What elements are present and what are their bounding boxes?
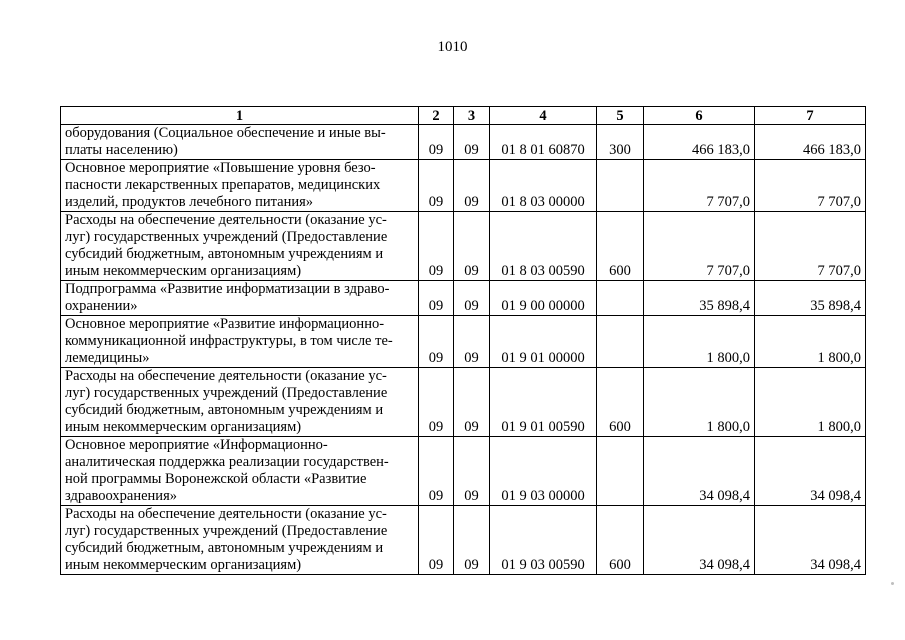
row-subsection-code: 09 <box>454 212 490 281</box>
row-description <box>61 316 419 368</box>
description-line: субсидий бюджетным, автономным учреждениям и <box>65 246 384 262</box>
row-target-article-code: 01 8 03 00000 <box>490 160 597 212</box>
description-line: иным некоммерческим организациям) <box>65 557 302 573</box>
row-target-article-code: 01 9 03 00000 <box>490 437 597 506</box>
row-target-article-code: 01 9 01 00590 <box>490 368 597 437</box>
description-line: Расходы на обеспечение деятельности (оказание ус- <box>65 212 387 228</box>
row-target-article-code: 01 8 03 00590 <box>490 212 597 281</box>
row-amount-col6: 7 707,0 <box>644 160 755 212</box>
budget-table <box>60 106 866 575</box>
description-line: иным некоммерческим организациям) <box>65 263 302 279</box>
table-row <box>61 368 866 437</box>
row-section-code: 09 <box>419 212 454 281</box>
column-header-2: 2 <box>419 107 454 125</box>
row-description <box>61 368 419 437</box>
scan-speck <box>891 582 894 585</box>
description-line: субсидий бюджетным, автономным учреждениям и <box>65 402 384 418</box>
description-line: Подпрограмма «Развитие информатизации в здраво- <box>65 281 390 297</box>
row-amount-col7: 7 707,0 <box>755 212 866 281</box>
row-description <box>61 437 419 506</box>
row-target-article-code: 01 8 01 60870 <box>490 125 597 160</box>
row-section-code: 09 <box>419 316 454 368</box>
row-target-article-code: 01 9 03 00590 <box>490 506 597 575</box>
description-line: ной программы Воронежской области «Развитие <box>65 471 367 487</box>
row-description <box>61 506 419 575</box>
description-line: коммуникационной инфраструктуры, в том числе те- <box>65 333 393 349</box>
row-amount-col6: 1 800,0 <box>644 316 755 368</box>
description-line: Расходы на обеспечение деятельности (оказание ус- <box>65 368 387 384</box>
row-target-article-code: 01 9 01 00000 <box>490 316 597 368</box>
row-description <box>61 281 419 316</box>
row-amount-col6: 466 183,0 <box>644 125 755 160</box>
column-header-4: 4 <box>490 107 597 125</box>
column-header-3: 3 <box>454 107 490 125</box>
column-header-5: 5 <box>597 107 644 125</box>
row-section-code: 09 <box>419 160 454 212</box>
row-amount-col6: 1 800,0 <box>644 368 755 437</box>
row-description <box>61 212 419 281</box>
row-description <box>61 160 419 212</box>
table-row <box>61 281 866 316</box>
column-header-6: 6 <box>644 107 755 125</box>
row-subsection-code: 09 <box>454 437 490 506</box>
description-line: Расходы на обеспечение деятельности (оказание ус- <box>65 506 387 522</box>
description-line: оборудования (Социальное обеспечение и иные вы- <box>65 125 386 141</box>
description-line: аналитическая поддержка реализации государствен- <box>65 454 389 470</box>
table-row <box>61 316 866 368</box>
row-amount-col6: 35 898,4 <box>644 281 755 316</box>
description-line: здравоохранения» <box>65 488 177 504</box>
description-line: луг) государственных учреждений (Предоставление <box>65 385 388 401</box>
row-target-article-code: 01 9 00 00000 <box>490 281 597 316</box>
description-line: лемедицины» <box>65 350 150 366</box>
table-row <box>61 125 866 160</box>
row-expense-type-code: 600 <box>597 212 644 281</box>
row-subsection-code: 09 <box>454 316 490 368</box>
description-line: субсидий бюджетным, автономным учреждениям и <box>65 540 384 556</box>
row-amount-col6: 34 098,4 <box>644 506 755 575</box>
row-amount-col7: 35 898,4 <box>755 281 866 316</box>
page-number: 1010 <box>437 39 468 55</box>
row-amount-col7: 7 707,0 <box>755 160 866 212</box>
row-subsection-code: 09 <box>454 506 490 575</box>
row-section-code: 09 <box>419 125 454 160</box>
row-expense-type-code: 300 <box>597 125 644 160</box>
row-section-code: 09 <box>419 437 454 506</box>
description-line: пасности лекарственных препаратов, медицинских <box>65 177 381 193</box>
row-amount-col7: 466 183,0 <box>755 125 866 160</box>
row-expense-type-code: 600 <box>597 506 644 575</box>
column-header-1: 1 <box>61 107 419 125</box>
row-amount-col6: 34 098,4 <box>644 437 755 506</box>
header-row <box>61 107 866 125</box>
row-expense-type-code <box>597 281 644 316</box>
row-amount-col7: 1 800,0 <box>755 368 866 437</box>
row-section-code: 09 <box>419 506 454 575</box>
row-amount-col6: 7 707,0 <box>644 212 755 281</box>
row-expense-type-code: 600 <box>597 368 644 437</box>
row-amount-col7: 1 800,0 <box>755 316 866 368</box>
description-line: иным некоммерческим организациям) <box>65 419 302 435</box>
table-row <box>61 437 866 506</box>
description-line: платы населению) <box>65 142 178 158</box>
row-description <box>61 125 419 160</box>
table-row <box>61 506 866 575</box>
description-line: луг) государственных учреждений (Предоставление <box>65 229 388 245</box>
row-amount-col7: 34 098,4 <box>755 437 866 506</box>
row-expense-type-code <box>597 437 644 506</box>
table-row <box>61 212 866 281</box>
row-expense-type-code <box>597 160 644 212</box>
description-line: луг) государственных учреждений (Предоставление <box>65 523 388 539</box>
description-line: охранении» <box>65 298 138 314</box>
column-header-7: 7 <box>755 107 866 125</box>
row-subsection-code: 09 <box>454 125 490 160</box>
table-row <box>61 160 866 212</box>
row-amount-col7: 34 098,4 <box>755 506 866 575</box>
description-line: изделий, продуктов лечебного питания» <box>65 194 314 210</box>
row-section-code: 09 <box>419 368 454 437</box>
table-body <box>61 125 866 575</box>
row-section-code: 09 <box>419 281 454 316</box>
description-line: Основное мероприятие «Информационно- <box>65 437 328 453</box>
row-expense-type-code <box>597 316 644 368</box>
description-line: Основное мероприятие «Повышение уровня безо- <box>65 160 376 176</box>
row-subsection-code: 09 <box>454 160 490 212</box>
row-subsection-code: 09 <box>454 281 490 316</box>
description-line: Основное мероприятие «Развитие информационно- <box>65 316 385 332</box>
row-subsection-code: 09 <box>454 368 490 437</box>
